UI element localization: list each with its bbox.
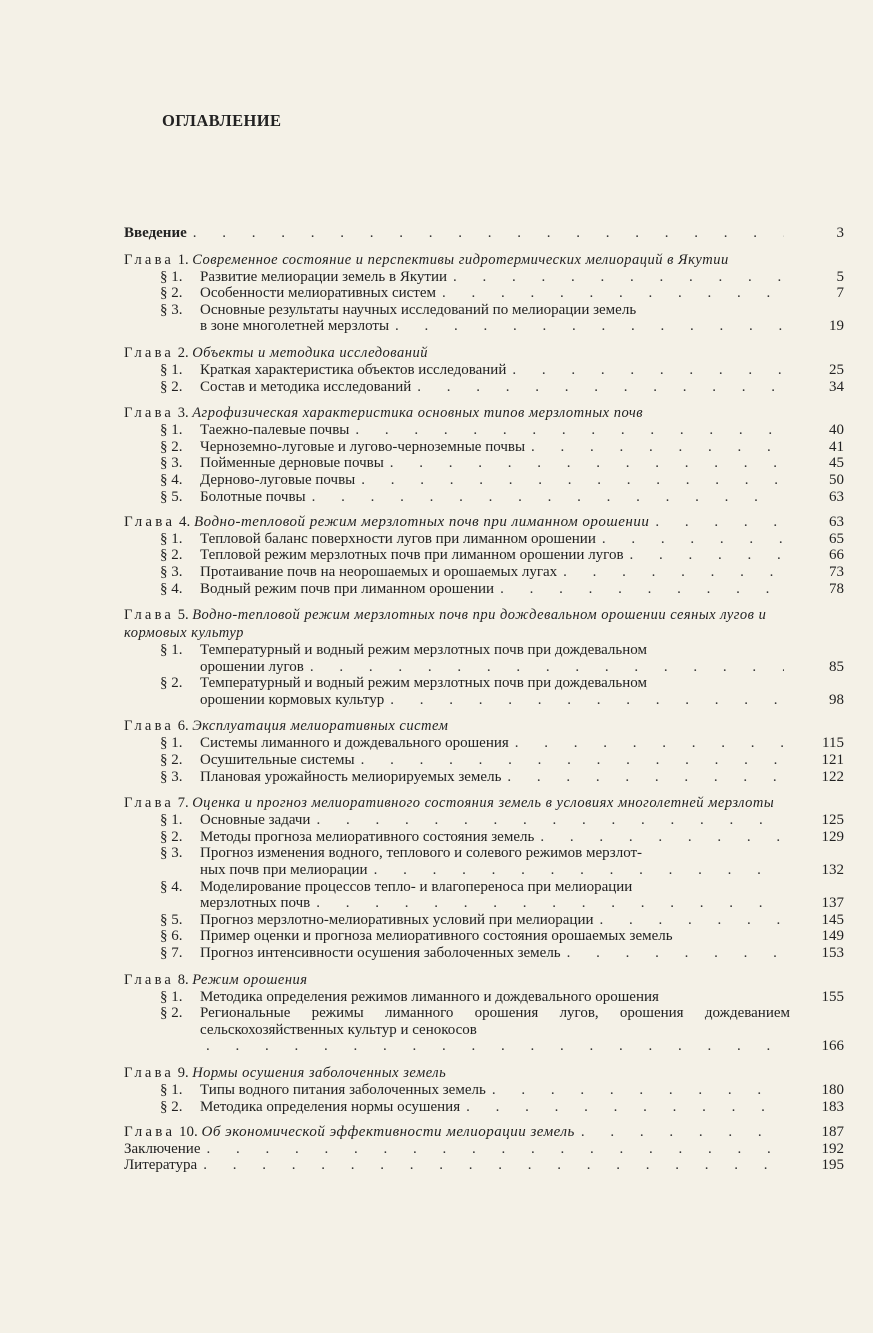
page-number: 19 bbox=[829, 318, 844, 335]
toc-entry-label: Введение bbox=[124, 225, 187, 241]
paragraph-number: § 6. bbox=[160, 928, 183, 945]
leader-dots bbox=[492, 1082, 784, 1099]
paragraph-number: § 2. bbox=[160, 752, 183, 769]
toc-entry-line bbox=[200, 472, 844, 489]
leader-dots bbox=[417, 379, 784, 396]
toc-entry-label: Системы лиманного и дождевального орошения bbox=[200, 735, 509, 752]
paragraph-number: § 3. bbox=[160, 768, 183, 785]
toc-entry[interactable] bbox=[124, 945, 844, 962]
chapter-heading[interactable] bbox=[124, 344, 790, 362]
leader-dots bbox=[507, 769, 784, 786]
toc-entry[interactable] bbox=[124, 642, 844, 675]
leader-dots bbox=[361, 752, 784, 769]
paragraph-number: § 2. bbox=[160, 1005, 183, 1022]
page-number: 25 bbox=[829, 361, 844, 378]
leader-dots bbox=[203, 1157, 784, 1174]
chapter-word: Глава bbox=[124, 1124, 176, 1141]
chapter-heading[interactable] bbox=[124, 514, 844, 531]
toc-entry-line bbox=[200, 945, 844, 962]
paragraph-number: § 2. bbox=[160, 547, 183, 564]
chapter-number: 4. bbox=[178, 514, 191, 531]
toc-entry-line bbox=[200, 269, 844, 286]
paragraph-number: § 2. bbox=[160, 1098, 183, 1115]
chapter-title: Агрофизическая характеристика основных типов мерзлотных почв bbox=[192, 405, 644, 422]
toc-entry-line bbox=[200, 439, 844, 456]
paragraph-number: § 1. bbox=[160, 812, 183, 829]
toc-entry[interactable] bbox=[124, 1141, 844, 1158]
toc-entry-line bbox=[200, 989, 844, 1006]
toc-entry-label: Методы прогноза мелиоративного состояния земель bbox=[200, 828, 535, 845]
toc-entry[interactable] bbox=[124, 489, 844, 506]
toc-entry-label: Развитие мелиорации земель в Якутии bbox=[200, 268, 448, 285]
chapter-number: 6. bbox=[177, 718, 189, 735]
chapter-heading[interactable] bbox=[124, 717, 790, 735]
toc-entry-text: Основные результаты научных исследований по мелиорации земель bbox=[200, 301, 637, 318]
paragraph-number: § 2. bbox=[160, 285, 183, 302]
page-number: 192 bbox=[821, 1140, 844, 1157]
leader-dots bbox=[442, 285, 784, 302]
toc-entry-line bbox=[200, 862, 844, 879]
toc-entry[interactable] bbox=[124, 455, 844, 472]
toc-entry[interactable] bbox=[124, 472, 844, 489]
chapter-section bbox=[124, 404, 844, 505]
page-number: 41 bbox=[829, 438, 844, 455]
leader-dots bbox=[310, 659, 784, 676]
toc-entry[interactable] bbox=[124, 845, 844, 878]
paragraph-number: § 1. bbox=[160, 422, 183, 439]
toc-entry-line bbox=[200, 659, 844, 676]
leader-dots bbox=[581, 1124, 784, 1141]
leader-dots bbox=[193, 225, 784, 242]
paragraph-number: § 1. bbox=[160, 988, 183, 1005]
toc-entry[interactable] bbox=[124, 928, 844, 945]
page-number: 115 bbox=[822, 735, 844, 752]
toc-entry[interactable] bbox=[124, 989, 844, 1006]
page-number: 122 bbox=[821, 768, 844, 785]
toc-entry[interactable] bbox=[124, 547, 844, 564]
page-number: 5 bbox=[836, 268, 844, 285]
chapter-section bbox=[124, 606, 844, 708]
toc-entry-label: Пойменные дерновые почвы bbox=[200, 455, 384, 472]
paragraph-number: § 2. bbox=[160, 378, 183, 395]
toc-entry[interactable] bbox=[124, 879, 844, 912]
toc-entry-label: Тепловой режим мерзлотных почв при лиманном орошении лугов bbox=[200, 547, 624, 564]
toc-entry[interactable] bbox=[124, 269, 844, 286]
chapter-number: 3. bbox=[177, 405, 189, 422]
paragraph-number: § 3. bbox=[160, 301, 183, 318]
paragraph-number: § 2. bbox=[160, 828, 183, 845]
chapter-section bbox=[124, 971, 844, 1055]
toc-entry-line bbox=[200, 422, 844, 439]
page-number: 137 bbox=[821, 895, 844, 912]
toc-tail bbox=[124, 1124, 844, 1174]
leader-dots bbox=[531, 439, 784, 456]
chapter-number: 2. bbox=[177, 344, 189, 361]
leader-dots bbox=[312, 489, 784, 506]
leader-dots bbox=[540, 829, 784, 846]
paragraph-number: § 1. bbox=[160, 361, 183, 378]
chapter-word: Глава bbox=[124, 344, 175, 361]
page-number: 73 bbox=[829, 563, 844, 580]
toc-entry-line bbox=[200, 895, 844, 912]
leader-dots bbox=[466, 1099, 784, 1116]
chapter-word: Глава bbox=[124, 251, 175, 268]
toc-entry-line bbox=[200, 581, 844, 598]
toc-entry-label: Протаивание почв на неорошаемых и орошаемых лугах bbox=[200, 563, 558, 580]
page-number: 145 bbox=[821, 911, 844, 928]
toc-entry-line bbox=[200, 285, 844, 302]
toc-entry-line bbox=[200, 531, 844, 548]
page-number: 153 bbox=[821, 945, 844, 961]
page-number: 149 bbox=[821, 928, 844, 945]
paragraph-number: § 4. bbox=[160, 580, 183, 597]
leader-dots bbox=[316, 895, 784, 912]
toc-entry[interactable] bbox=[124, 285, 844, 302]
toc-entry[interactable] bbox=[124, 531, 844, 548]
chapter-title: Водно-тепловой режим мерзлотных почв при лиманном орошении bbox=[193, 514, 650, 531]
paragraph-number: § 2. bbox=[160, 438, 183, 455]
paragraph-number: § 1. bbox=[160, 642, 183, 659]
toc-entry-label: Таежно-палевые почвы bbox=[200, 422, 350, 439]
leader-dots bbox=[602, 531, 784, 548]
leader-dots bbox=[374, 862, 784, 879]
toc-entry[interactable] bbox=[124, 225, 844, 242]
toc-entry-label: орошении кормовых культур bbox=[200, 691, 385, 708]
leader-dots bbox=[600, 912, 784, 929]
leader-dots bbox=[563, 564, 784, 581]
toc-entry-line bbox=[200, 928, 844, 945]
chapter-section bbox=[124, 251, 844, 335]
leader-dots bbox=[515, 735, 784, 752]
toc-entry-text: Температурный и водный режим мерзлотных почв при дождевальном bbox=[200, 642, 647, 659]
chapter-heading[interactable] bbox=[124, 1064, 790, 1082]
leader-dots bbox=[355, 422, 784, 439]
page-number: 78 bbox=[829, 580, 844, 597]
toc-entry[interactable] bbox=[124, 829, 844, 846]
toc-entry-line bbox=[200, 1082, 844, 1099]
chapter-section bbox=[124, 1064, 844, 1115]
paragraph-number: § 2. bbox=[160, 675, 183, 692]
chapter-word: Глава bbox=[124, 718, 175, 735]
page-number: 183 bbox=[821, 1098, 844, 1115]
toc-entry-label: Методика определения режимов лиманного и дождевального орошения bbox=[200, 988, 659, 1005]
leader-dots bbox=[512, 362, 784, 379]
chapter-number: 7. bbox=[177, 795, 189, 812]
page-title: ОГЛАВЛЕНИЕ bbox=[162, 111, 282, 130]
toc-entry-label: Заключение bbox=[124, 1140, 201, 1157]
leader-dots bbox=[361, 472, 784, 489]
leader-dots bbox=[567, 945, 784, 962]
chapter-title: Современное состояние и перспективы гидротермических мелиораций в Якутии bbox=[192, 251, 729, 268]
paragraph-number: § 1. bbox=[160, 1081, 183, 1098]
page-number: 125 bbox=[821, 812, 844, 829]
chapter-word: Глава bbox=[124, 405, 175, 422]
chapter-heading-text bbox=[124, 1124, 575, 1141]
chapter-section bbox=[124, 514, 844, 597]
table-of-contents bbox=[124, 225, 844, 1174]
chapter-word: Глава bbox=[124, 1064, 175, 1081]
chapter-heading[interactable] bbox=[124, 1124, 844, 1141]
page-number: 34 bbox=[829, 378, 844, 395]
chapter-title: Об экономической эффективности мелиорации земель bbox=[201, 1124, 575, 1141]
chapter-word: Глава bbox=[124, 795, 175, 812]
toc-entry-line bbox=[200, 912, 844, 929]
toc-entry[interactable] bbox=[124, 912, 844, 929]
chapter-word: Глава bbox=[124, 514, 176, 531]
toc-entry-label: Плановая урожайность мелиорируемых земель bbox=[200, 768, 502, 785]
toc-entry[interactable] bbox=[124, 752, 844, 769]
toc-entry-label: Литература bbox=[124, 1157, 198, 1174]
leader-dots bbox=[316, 812, 784, 829]
chapter-title: Нормы осушения заболоченных земель bbox=[192, 1064, 447, 1081]
toc-entry-label: в зоне многолетней мерзлоты bbox=[200, 318, 390, 335]
toc-entry-label: Состав и методика исследований bbox=[200, 378, 412, 395]
leader-dots bbox=[395, 318, 784, 335]
page-number: 63 bbox=[829, 514, 844, 531]
chapter-heading[interactable] bbox=[124, 251, 790, 269]
chapter-heading-text bbox=[124, 514, 649, 531]
toc-entry[interactable] bbox=[124, 439, 844, 456]
toc-entry-label: Основные задачи bbox=[200, 812, 311, 829]
toc-entry-text: Региональные режимы лиманного орошения лугов, орошения дождеванием сельскохозяйственных культур и сенокосов bbox=[200, 1005, 790, 1038]
page-number: 40 bbox=[829, 422, 844, 439]
chapter-title: Оценка и прогноз мелиоративного состояния земель в условиях многолетней мерзлоты bbox=[192, 795, 775, 812]
toc-entry-text: Моделирование процессов тепло- и влагопереноса при мелиорации bbox=[200, 878, 633, 895]
paragraph-number: § 5. bbox=[160, 911, 183, 928]
toc-entry-label: Водный режим почв при лиманном орошении bbox=[200, 580, 495, 597]
leader-dots bbox=[500, 581, 784, 598]
toc-entry-label: Прогноз интенсивности осушения заболоченных земель bbox=[200, 945, 561, 961]
toc-entry[interactable] bbox=[124, 1099, 844, 1116]
page-number: 129 bbox=[821, 828, 844, 845]
paragraph-number: § 4. bbox=[160, 471, 183, 488]
toc-entry[interactable] bbox=[124, 422, 844, 439]
toc-entry-label: Осушительные системы bbox=[200, 752, 355, 769]
leader-dots bbox=[390, 455, 784, 472]
chapter-number: 8. bbox=[177, 971, 189, 988]
paragraph-number: § 3. bbox=[160, 845, 183, 862]
chapter-number: 1. bbox=[177, 251, 189, 268]
toc-entry[interactable] bbox=[124, 581, 844, 598]
chapter-section bbox=[124, 344, 844, 395]
toc-chapters bbox=[124, 251, 844, 1116]
page-number: 98 bbox=[829, 691, 844, 708]
toc-entry-text: Прогноз изменения водного, теплового и солевого режимов мерзлот- bbox=[200, 845, 643, 862]
toc-entry-label: Пример оценки и прогноза мелиоративного состояния орошаемых земель bbox=[200, 928, 673, 945]
toc-entry-label: Особенности мелиоративных систем bbox=[200, 285, 437, 302]
leader-dots bbox=[206, 1038, 784, 1055]
toc-entry-label: Черноземно-луговые и лугово-черноземные почвы bbox=[200, 438, 526, 455]
chapter-title: Объекты и методика исследований bbox=[192, 344, 428, 361]
page-number: 180 bbox=[821, 1081, 844, 1098]
page-number: 3 bbox=[836, 225, 844, 241]
page-number: 7 bbox=[836, 285, 844, 302]
toc-entry-label: орошении лугов bbox=[200, 658, 304, 675]
toc-entry-label: Методика определения нормы осушения bbox=[200, 1098, 461, 1115]
toc-entry[interactable] bbox=[124, 1005, 844, 1055]
page-number: 132 bbox=[821, 862, 844, 879]
leader-dots bbox=[207, 1141, 785, 1158]
paragraph-number: § 5. bbox=[160, 488, 183, 505]
toc-entry[interactable] bbox=[124, 812, 844, 829]
toc-entry-line bbox=[200, 752, 844, 769]
toc-entry-label: Прогноз мерзлотно-мелиоративных условий при мелиорации bbox=[200, 911, 594, 928]
toc-entry[interactable] bbox=[124, 769, 844, 786]
toc-entry[interactable] bbox=[124, 675, 844, 708]
chapter-number: 10. bbox=[178, 1124, 198, 1141]
toc-entry-line bbox=[200, 455, 844, 472]
page-number: 187 bbox=[821, 1124, 844, 1141]
toc-entry-label: Краткая характеристика объектов исследований bbox=[200, 361, 507, 378]
paragraph-number: § 1. bbox=[160, 268, 183, 285]
chapter-word: Глава bbox=[124, 971, 175, 988]
toc-entry-line bbox=[200, 735, 844, 752]
page-number: 66 bbox=[829, 547, 844, 564]
chapter-number: 9. bbox=[177, 1064, 189, 1081]
page-number: 50 bbox=[829, 471, 844, 488]
paragraph-number: § 1. bbox=[160, 530, 183, 547]
paragraph-number: § 3. bbox=[160, 455, 183, 472]
toc-entry-label: Тепловой баланс поверхности лугов при лиманном орошении bbox=[200, 530, 596, 547]
toc-entry-label: мерзлотных почв bbox=[200, 895, 311, 912]
page-number: 63 bbox=[829, 488, 844, 505]
toc-entry-line bbox=[200, 379, 844, 396]
leader-dots bbox=[655, 514, 784, 531]
chapter-number: 5. bbox=[177, 607, 189, 624]
toc-entry-line bbox=[200, 547, 844, 564]
leader-dots bbox=[453, 269, 784, 286]
toc-entry-line bbox=[200, 829, 844, 846]
page-number: 45 bbox=[829, 455, 844, 472]
paragraph-number: § 3. bbox=[160, 563, 183, 580]
toc-entry-line bbox=[200, 1038, 844, 1055]
page-number: 155 bbox=[821, 988, 844, 1005]
toc-entry-line bbox=[200, 489, 844, 506]
toc-entry-label: Дерново-луговые почвы bbox=[200, 471, 356, 488]
leader-dots bbox=[630, 547, 784, 564]
toc-entry[interactable] bbox=[124, 302, 844, 335]
chapter-heading[interactable] bbox=[124, 606, 790, 642]
page-number: 195 bbox=[821, 1157, 844, 1174]
toc-entry[interactable] bbox=[124, 1157, 844, 1174]
chapter-title: Эксплуатация мелиоративных систем bbox=[192, 718, 449, 735]
toc-entry-line bbox=[200, 812, 844, 829]
chapter-section bbox=[124, 794, 844, 961]
toc-entry[interactable] bbox=[124, 564, 844, 581]
page-number: 65 bbox=[829, 530, 844, 547]
chapter-title: Водно-тепловой режим мерзлотных почв при дождевальном орошении сеяных лугов и кормовых культур bbox=[124, 607, 767, 642]
paragraph-number: § 1. bbox=[160, 735, 183, 752]
toc-entry-label: ных почв при мелиорации bbox=[200, 862, 368, 879]
toc-entry[interactable] bbox=[124, 362, 844, 379]
toc-entry-label: Болотные почвы bbox=[200, 488, 306, 505]
chapter-heading[interactable] bbox=[124, 971, 790, 989]
page-number: 121 bbox=[821, 752, 844, 769]
chapter-section bbox=[124, 717, 844, 785]
toc-entry-line bbox=[200, 318, 844, 335]
chapter-heading[interactable] bbox=[124, 794, 790, 812]
toc-entry-line bbox=[200, 362, 844, 379]
chapter-title: Режим орошения bbox=[192, 971, 308, 988]
toc-entry[interactable] bbox=[124, 379, 844, 396]
toc-entry-text: Температурный и водный режим мерзлотных почв при дождевальном bbox=[200, 675, 647, 692]
toc-entry-line bbox=[200, 769, 844, 786]
page-number: 85 bbox=[829, 658, 844, 675]
paragraph-number: § 4. bbox=[160, 878, 183, 895]
toc-entry-line bbox=[200, 1099, 844, 1116]
paragraph-number: § 7. bbox=[160, 945, 183, 961]
leader-dots bbox=[390, 692, 784, 709]
toc-intro bbox=[124, 225, 844, 242]
toc-entry-label: Типы водного питания заболоченных земель bbox=[200, 1081, 486, 1098]
chapter-word: Глава bbox=[124, 607, 175, 624]
toc-entry-line bbox=[200, 692, 844, 709]
page-number: 166 bbox=[821, 1038, 844, 1055]
toc-entry-line bbox=[200, 564, 844, 581]
toc-entry[interactable] bbox=[124, 1082, 844, 1099]
toc-entry[interactable] bbox=[124, 735, 844, 752]
chapter-heading[interactable] bbox=[124, 404, 790, 422]
